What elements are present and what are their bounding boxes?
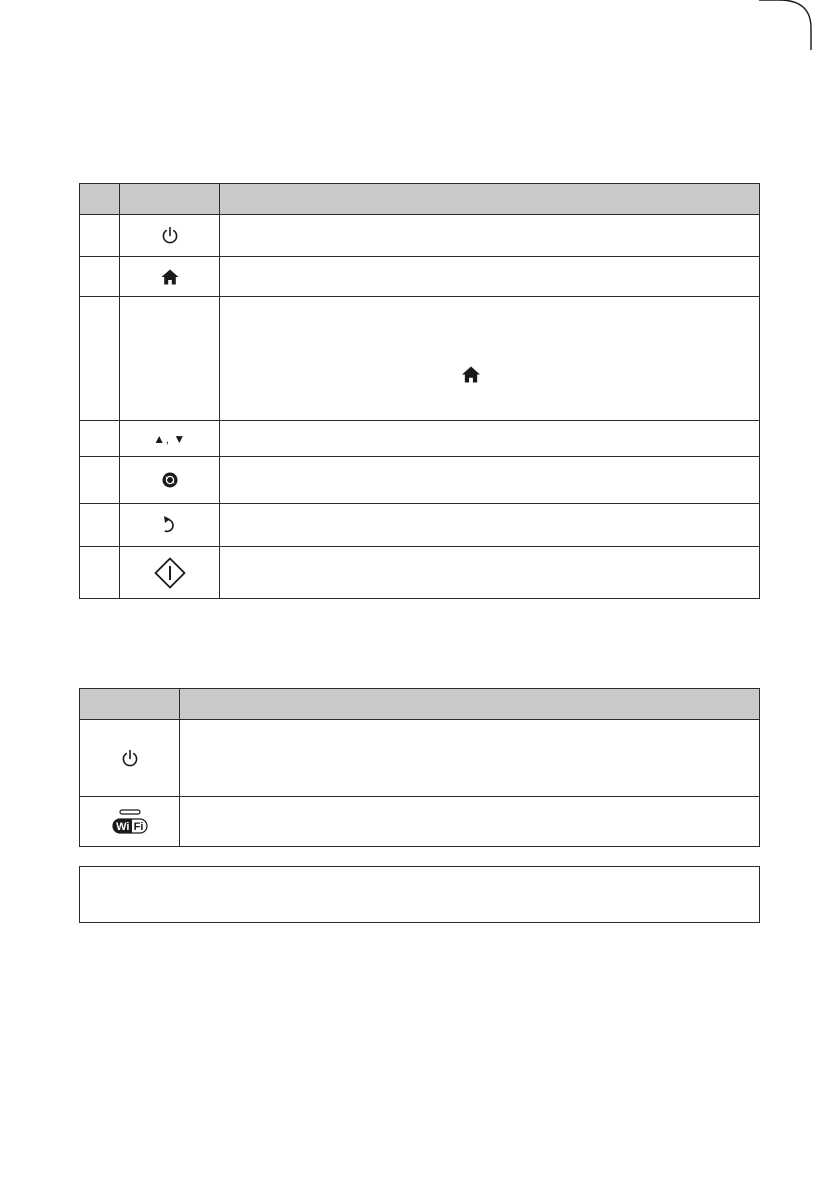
table-row <box>80 797 760 847</box>
light-description-cell <box>180 797 760 847</box>
up-down-arrows-icon: ▲, ▼ <box>153 432 186 446</box>
function-description-cell <box>220 547 760 599</box>
table-row <box>80 720 760 797</box>
table-row <box>80 215 760 257</box>
light-icon-cell <box>80 797 180 847</box>
row-number-cell <box>80 297 120 421</box>
buttons-table <box>79 183 760 599</box>
function-description-cell <box>220 297 760 421</box>
page-corner-arc <box>759 0 835 50</box>
table-row <box>80 547 760 599</box>
row-number-cell <box>80 457 120 504</box>
stop-icon <box>162 472 178 488</box>
light-description-cell <box>180 720 760 797</box>
button-icon-cell <box>120 457 220 504</box>
lights-table <box>79 688 760 847</box>
row-number-cell <box>80 257 120 297</box>
table-row <box>80 257 760 297</box>
table-row <box>80 421 760 457</box>
table-row <box>80 457 760 504</box>
back-icon <box>162 514 178 536</box>
home-icon <box>161 269 179 285</box>
row-number-cell <box>80 421 120 457</box>
header-number-cell <box>80 184 120 215</box>
table-row <box>80 504 760 547</box>
header-button-cell <box>120 184 220 215</box>
header-light-cell <box>80 689 180 720</box>
function-description-cell <box>220 215 760 257</box>
function-description-cell <box>220 257 760 297</box>
svg-text:Fi: Fi <box>133 820 143 833</box>
button-icon-cell <box>120 504 220 547</box>
button-icon-cell <box>120 421 220 457</box>
power-icon <box>161 226 179 245</box>
start-icon <box>154 557 186 589</box>
function-description-cell <box>220 421 760 457</box>
home-icon <box>461 366 481 383</box>
row-number-cell <box>80 504 120 547</box>
header-description-cell <box>180 689 760 720</box>
row-number-cell <box>80 547 120 599</box>
buttons-table-header <box>80 184 760 215</box>
svg-text:Wi: Wi <box>115 820 129 833</box>
row-number-cell <box>80 215 120 257</box>
lights-table-header <box>80 689 760 720</box>
button-icon-cell <box>120 257 220 297</box>
button-icon-cell <box>120 547 220 599</box>
power-icon <box>121 749 139 768</box>
function-description-cell <box>220 504 760 547</box>
button-icon-cell <box>120 215 220 257</box>
note-box <box>79 866 760 923</box>
button-icon-cell <box>120 297 220 421</box>
table-row <box>80 297 760 421</box>
wifi-icon <box>111 809 149 835</box>
light-icon-cell <box>80 720 180 797</box>
header-function-cell <box>220 184 760 215</box>
function-description-cell <box>220 457 760 504</box>
